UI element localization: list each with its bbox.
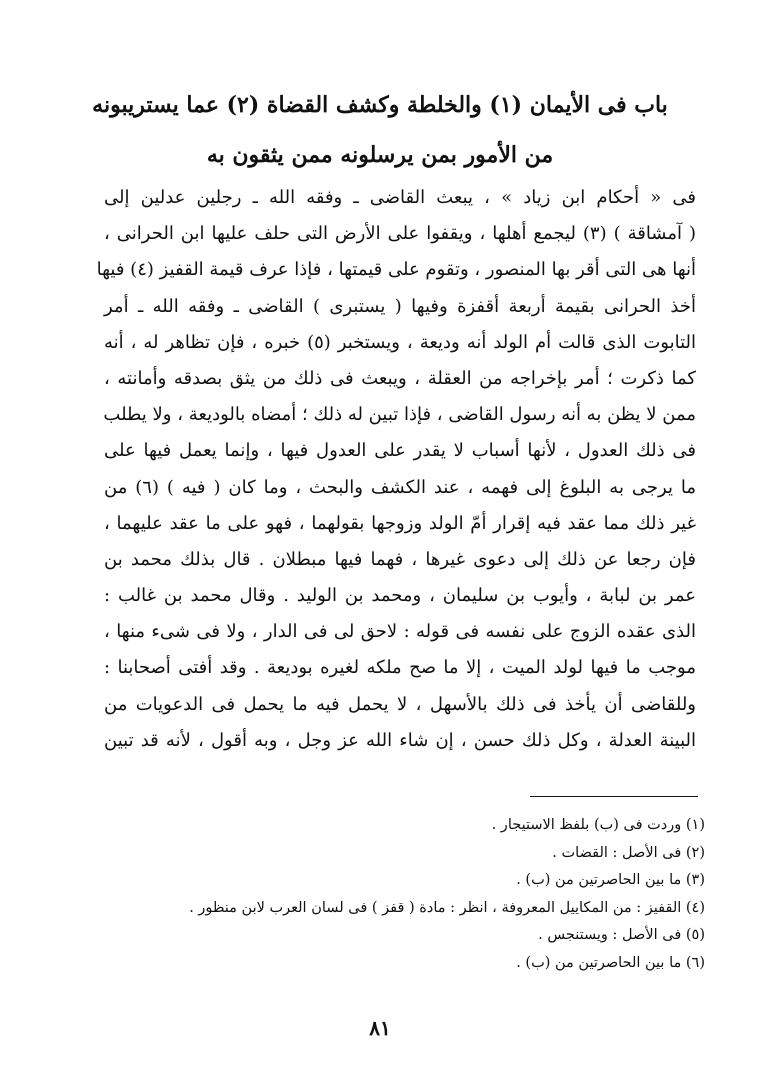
text-line: البينة العدلة ، وكل ذلك حسن ، إن شاء الله عز وجل ، وبه أقول ، لأنه قد تبين [104, 729, 696, 751]
text-line: ما يرجى به البلوغ إلى فهمه ، عند الكشف والبحث ، وما كان ( فيه ) (٦) من [104, 476, 696, 498]
text-line: عمر بن لبابة ، وأيوب بن سليمان ، ومحمد بن الوليد . وقال محمد بن غالب : [104, 585, 696, 607]
text-line: الذى عقده الزوج على نفسه فى قوله : لاحق لى فى الدار ، ولا فى شىء منها ، [104, 621, 696, 643]
text-line: غير ذلك مما عقد فيه إقرار أمّ الولد وزوجها بقولهما ، فهو على ما عقد عليهما ، [104, 512, 696, 534]
footnote: (٣) ما بين الحاصرتين من (ب) . [516, 872, 705, 889]
text-line: أنها هى التى أقر بها المنصور ، وتقوم على قيمتها ، فإذا عرف قيمة القفيز (٤) فيها [96, 259, 696, 281]
footnote: (٤) القفيز : من المكاييل المعروفة ، انظر : مادة ( قفز ) فى لسان العرب لابن منظور . [189, 899, 705, 916]
footnote: (٦) ما بين الحاصرتين من (ب) . [516, 954, 705, 971]
text-line: التابوت الذى قالت أم الولد أنه وديعة ، ويستخبر (٥) خبره ، فإن تظاهر له ، أنه [104, 331, 696, 353]
footnote: (٥) فى الأصل : ويستنجس . [538, 927, 705, 944]
text-line: فإن رجعا عن ذلك إلى دعوى غيرها ، فهما فيها مبطلان . قال بذلك محمد بن [104, 548, 696, 570]
footnote: (١) وردت فى (ب) بلفظ الاستيجار . [491, 817, 705, 833]
text-line: فى ذلك العدول ، لأنها أسباب لا يقدر على العدول فيها ، وإنما يعمل فيها على [104, 440, 696, 462]
main-text-block [96, 180, 696, 759]
chapter-heading-line-1: باب فى الأيمان (١) والخلطة وكشف القضاة (٢) عما يستريبونه [92, 92, 668, 118]
text-line: ( آمشاقة ) (٣) ليجمع أهلها ، ويقفوا على الأرض التى حلف عليها ابن الحرانى ، [104, 223, 696, 245]
footnotes-block [150, 812, 705, 978]
footnote: (٢) فى الأصل : القضات . [552, 844, 705, 861]
text-line: موجب ما فيها لولد الميت ، إلا ما صح ملكه لغيره بوديعة . وقد أفتى أصحابنا : [104, 657, 696, 679]
text-line: أخذ الحرانى بقيمة أربعة أقفزة وفيها ( يستبرى ) القاضى ـ وفقه الله ـ أمر [104, 295, 696, 317]
footnote-separator [530, 796, 698, 797]
text-line: وللقاضى أن يأخذ فى ذلك بالأسهل ، لا يحمل فيه ما يحمل فى الدعويات من [104, 693, 696, 715]
text-line: كما ذكرت ؛ أمر بإخراجه من العقلة ، ويبعث فى ذلك من يثق بصدقه وأمانته ، [104, 367, 696, 389]
chapter-heading-line-2: من الأمور بمن يرسلونه ممن يثقون به [206, 142, 554, 168]
page-number: ٨١ [369, 1016, 391, 1040]
text-line: فى « أحكام ابن زياد » ، يبعث القاضى ـ وفقه الله ـ رجلين عدلين إلى [104, 187, 696, 208]
text-line: ممن لا يظن به أنه رسول القاضى ، فإذا تبين له ذلك ؛ أمضاه بالوديعة ، ولا يطلب [103, 404, 696, 426]
